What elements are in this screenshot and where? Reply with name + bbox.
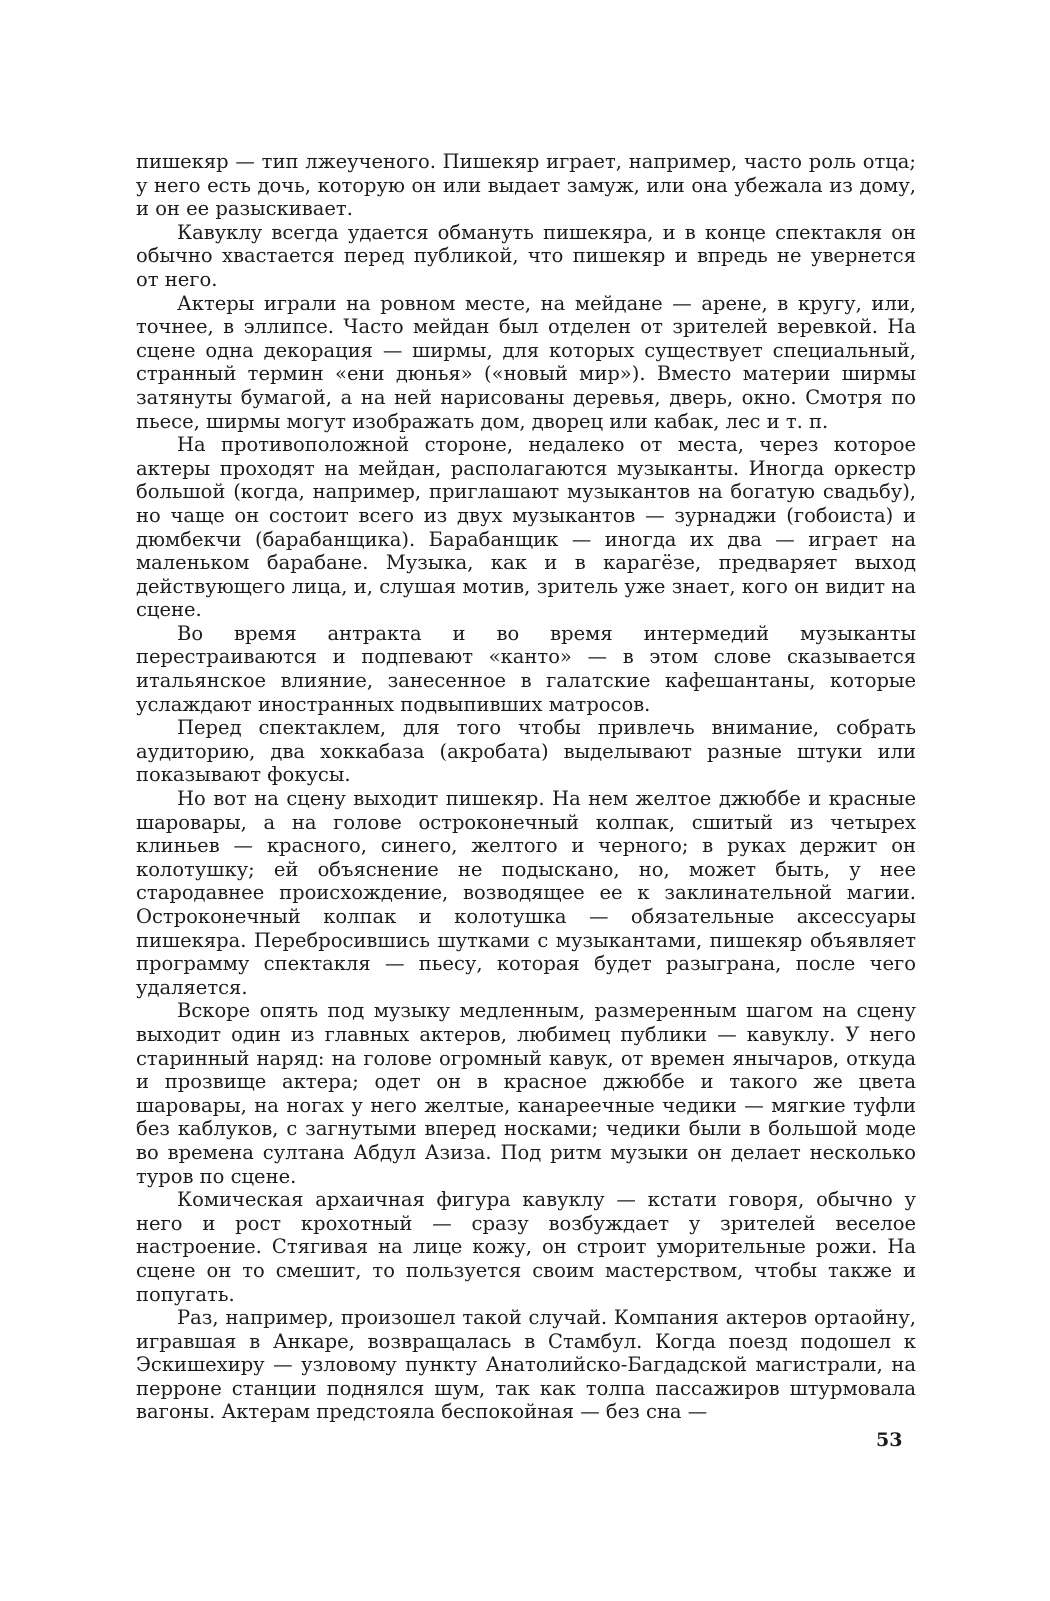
paragraph-9: Комическая архаичная фигура кавуклу — кстати говоря, обычно у него и рост крохотный — сразу возбуждает у зрителей веселое настроение. Стягивая на лице кожу, он строит уморительные рожи. На сцене он то смешит, то пользуется своим мастерством, чтобы также и попугать.: [136, 1188, 916, 1306]
page-number: 53: [876, 1429, 903, 1451]
paragraph-3: Актеры играли на ровном месте, на мейдане — арене, в кругу, или, точнее, в эллипсе. Часто мейдан был отделен от зрителей веревкой. На сцене одна декорация — ширмы, для которых существует специальный, странный термин «ени дюнья» («новый мир»). Вместо материи ширмы затянуты бумагой, а на ней нарисованы деревья, дверь, окно. Смотря по пьесе, ширмы могут изображать дом, дворец или кабак, лес и т. п.: [136, 291, 916, 433]
paragraph-8: Вскоре опять под музыку медленным, размеренным шагом на сцену выходит один из главных актеров, любимец публики — кавуклу. У него старинный наряд: на голове огромный кавук, от времен янычаров, откуда и прозвище актера; одет он в красное джюббе и такого же цвета шаровары, на ногах у него желтые, канареечные чедики — мягкие туфли без каблуков, с загнутыми вперед носками; чедики были в большой моде во времена султана Абдул Азиза. Под ритм музыки он делает несколько туров по сцене.: [136, 999, 916, 1188]
paragraph-4: На противоположной стороне, недалеко от места, через которое актеры проходят на мейдан, располагаются музыканты. Иногда оркестр большой (когда, например, приглашают музыкантов на богатую свадьбу), но чаще он состоит всего из двух музыкантов — зурнаджи (гобоиста) и дюмбекчи (барабанщика). Барабанщик — иногда их два — играет на маленьком барабане. Музыка, как и в карагёзе, предваряет выход действующего лица, и, слушая мотив, зритель уже знает, кого он видит на сцене.: [136, 433, 916, 622]
paragraph-1: пишекяр — тип лжеученого. Пишекяр играет, например, часто роль отца; у него есть дочь, которую он или выдает замуж, или она убежала из дому, и он ее разыскивает.: [136, 150, 916, 221]
paragraph-6: Перед спектаклем, для того чтобы привлечь внимание, собрать аудиторию, два хоккабаза (акробата) выделывают разные штуки или показывают фокусы.: [136, 716, 916, 787]
paragraph-2: Кавуклу всегда удается обмануть пишекяра, и в конце спектакля он обычно хвастается перед публикой, что пишекяр и впредь не увернется от него.: [136, 220, 916, 291]
paragraph-5: Во время антракта и во время интермедий музыканты перестраиваются и подпевают «канто» — в этом слове сказывается итальянское влияние, занесенное в галатские кафешантаны, которые услаждают иностранных подвыпивших матросов.: [136, 621, 916, 716]
paragraph-10: Раз, например, произошел такой случай. Компания актеров ортаойну, игравшая в Анкаре, возвращалась в Стамбул. Когда поезд подошел к Эскишехиру — узловому пункту Анатолийско-Багдадской магистрали, на перроне станции поднялся шум, так как толпа пассажиров штурмовала вагоны. Актерам предстояла беспокойная — без сна —: [136, 1306, 916, 1424]
paragraph-7: Но вот на сцену выходит пишекяр. На нем желтое джюббе и красные шаровары, а на голове остроконечный колпак, сшитый из четырех клиньев — красного, синего, желтого и черного; в руках держит он колотушку; ей объяснение не подыскано, но, может быть, у нее стародавнее происхождение, возводящее ее к заклинательной магии. Остроконечный колпак и колотушка — обязательные аксессуары пишекяра. Перебросившись шутками с музыкантами, пишекяр объявляет программу спектакля — пьесу, которая будет разыграна, после чего удаляется.: [136, 787, 916, 999]
page-text: [136, 150, 916, 1424]
